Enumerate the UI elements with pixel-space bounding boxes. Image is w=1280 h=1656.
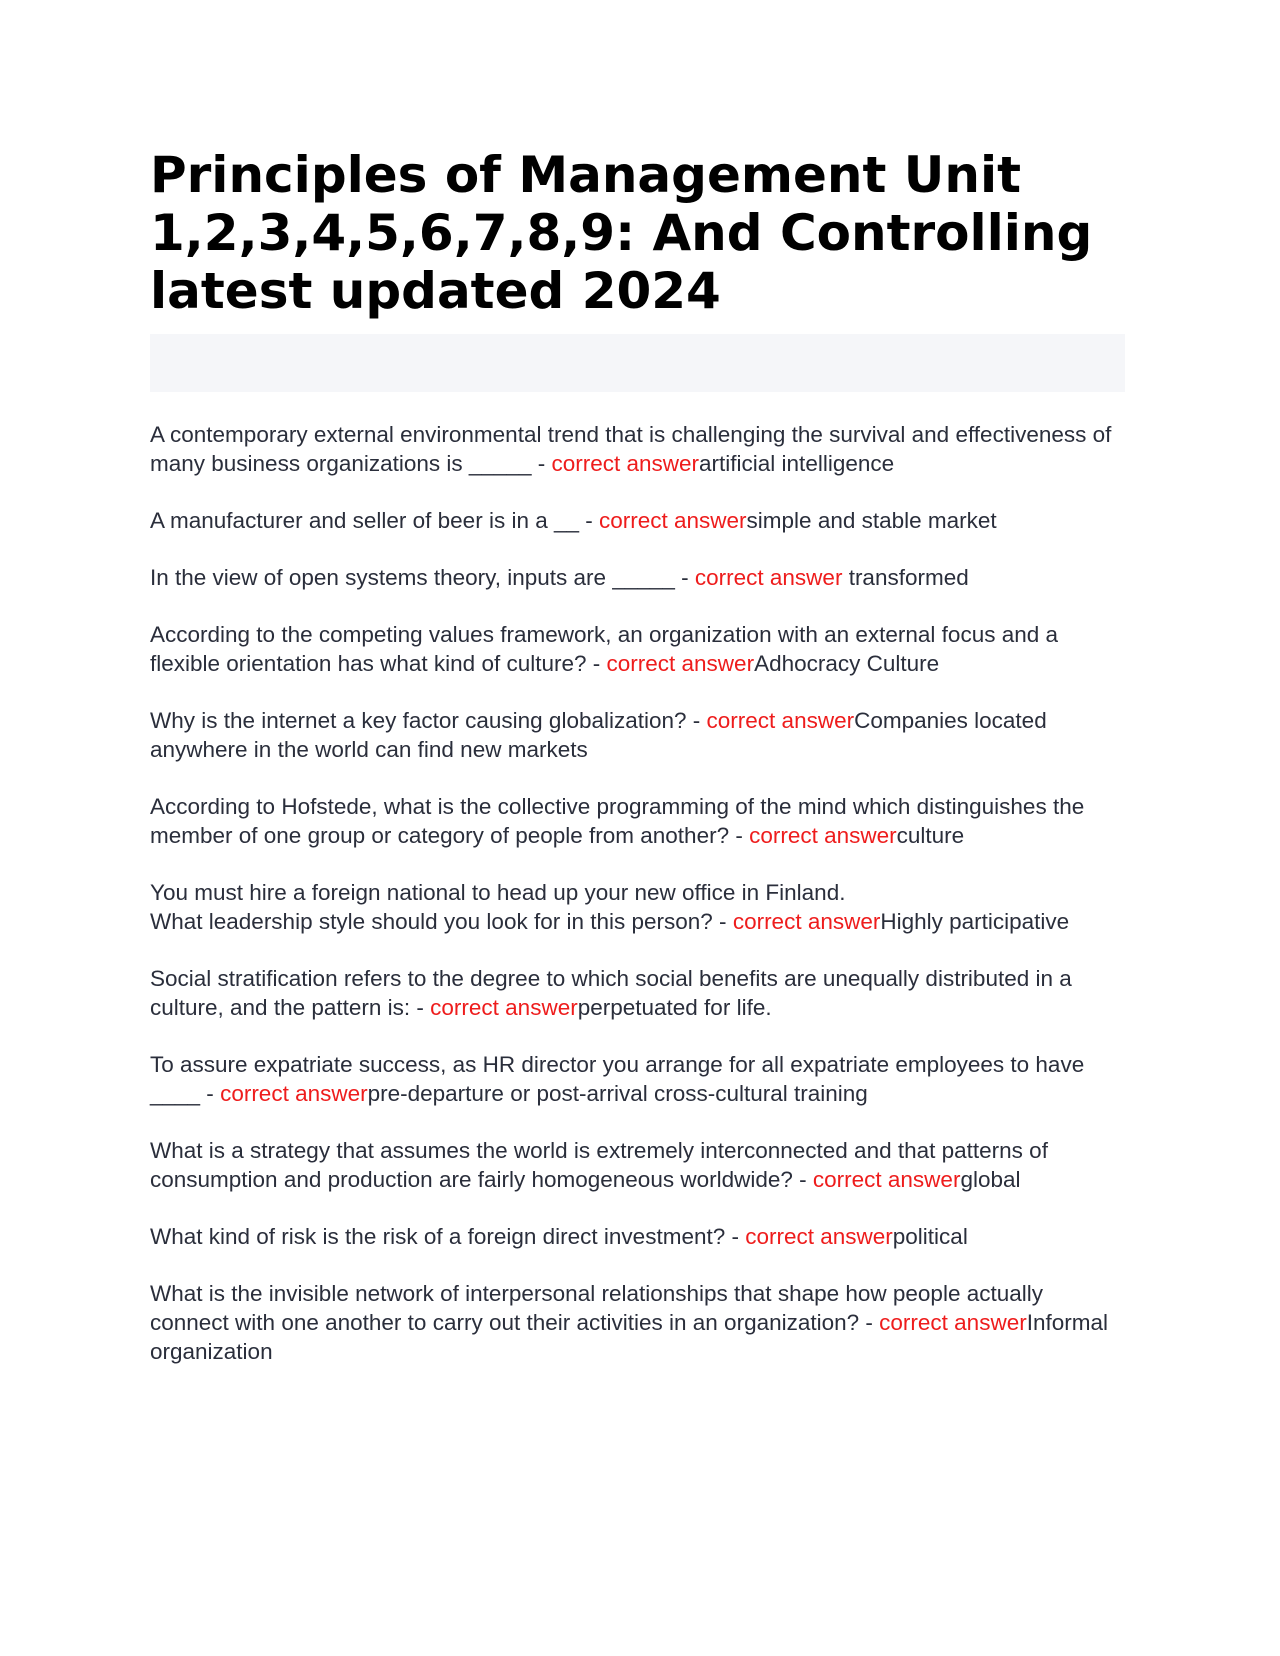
answer-marker: correct answer [220,1081,368,1106]
question-text: According to the competing values framework, an organization with an external focus and a flexible orientation has what kind of culture? - [150,622,1059,676]
question-text: Social stratification refers to the degree to which social benefits are unequally distributed in a culture, and the pattern is: - [150,966,1072,1020]
qa-item [150,506,1125,535]
answer-marker: correct answer [706,708,855,733]
qa-item [150,878,1125,936]
document-title: Principles of Management Unit 1,2,3,4,5,6,7,8,9: And Controlling latest updated 2024 [150,146,1093,320]
qa-list [150,420,1125,1366]
answer-text: culture [896,823,965,848]
question-text: What is the invisible network of interpersonal relationships that shape how people actually connect with one another to carry out their activities in an organization? - [150,1281,1044,1335]
question-text: A manufacturer and seller of beer is in a __ - [150,508,599,533]
answer-text: political [892,1224,968,1249]
answer-text: global [960,1167,1021,1192]
question-text: What kind of risk is the risk of a foreign direct investment? - [150,1224,746,1249]
document-page [150,146,1125,1394]
answer-marker: correct answer [745,1224,893,1249]
answer-text: artificial intelligence [699,451,895,476]
answer-marker: correct answer [430,995,578,1020]
question-text: According to Hofstede, what is the collective programming of the mind which distinguishes the member of one group or category of people from another? - [150,794,1085,848]
question-text: In the view of open systems theory, inputs are _____ - [150,565,695,590]
qa-item [150,1136,1125,1194]
qa-item [150,1279,1125,1366]
question-text: Why is the internet a key factor causing globalization? - [150,708,707,733]
answer-text: Companies located anywhere in the world can find new markets [150,708,1047,762]
question-text: To assure expatriate success, as HR director you arrange for all expatriate employees to have ____ - [150,1052,1085,1106]
qa-item [150,1050,1125,1108]
qa-item [150,420,1125,478]
answer-marker: correct answer [732,909,881,934]
title-separator-band [150,334,1125,392]
qa-item [150,620,1125,678]
answer-text: Highly participative [880,909,1070,934]
answer-marker: correct answer [694,565,843,590]
question-text: You must hire a foreign national to head up your new office in Finland. What leadership style should you look for in this person? - [150,880,846,934]
answer-text: transformed [842,565,969,590]
qa-item [150,1222,1125,1251]
answer-marker: correct answer [599,508,747,533]
question-text: A contemporary external environmental trend that is challenging the survival and effectiveness of many business organizations is _____ - [150,422,1112,476]
answer-marker: correct answer [551,451,700,476]
answer-marker: correct answer [812,1167,961,1192]
answer-text: Informal organization [150,1310,1108,1364]
answer-text: pre-departure or post-arrival cross-cultural training [367,1081,868,1106]
answer-text: Adhocracy Culture [754,651,940,676]
answer-marker: correct answer [606,651,755,676]
qa-item [150,563,1125,592]
answer-marker: correct answer [879,1310,1027,1335]
answer-marker: correct answer [749,823,897,848]
qa-item [150,964,1125,1022]
qa-item [150,792,1125,850]
answer-text: simple and stable market [746,508,997,533]
answer-text: perpetuated for life. [577,995,772,1020]
qa-item [150,706,1125,764]
question-text: What is a strategy that assumes the world is extremely interconnected and that patterns of consumption and production are fairly homogeneous worldwide? - [150,1138,1048,1192]
